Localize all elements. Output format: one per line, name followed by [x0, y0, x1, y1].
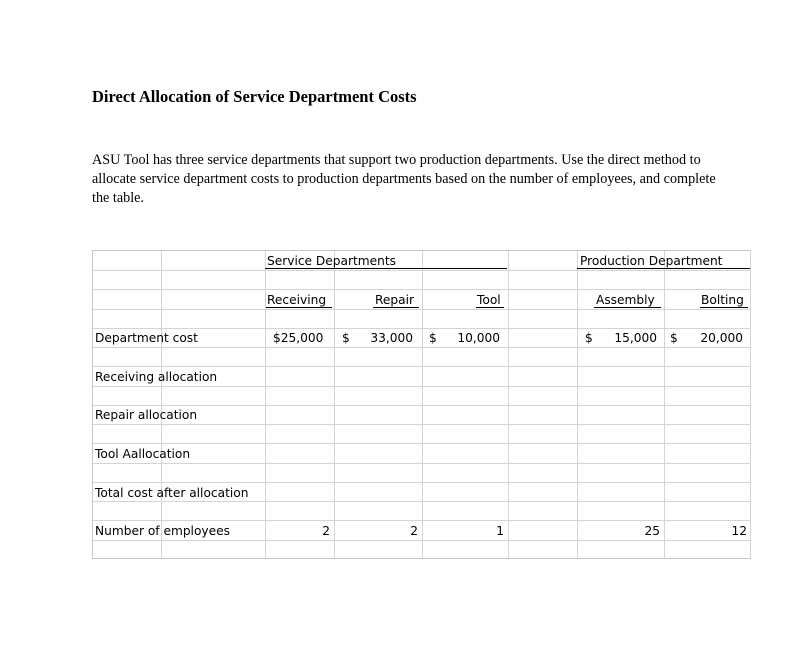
col-header-receiving: Receiving: [267, 293, 327, 307]
receiving-header-underline: [266, 307, 332, 308]
production-department-header: Production Department: [580, 254, 723, 268]
bolting-header-underline: [700, 307, 748, 308]
currency-sign: $: [429, 331, 437, 345]
row-label-repair-allocation: Repair allocation: [95, 408, 198, 422]
currency-sign: $: [342, 331, 350, 345]
row-label-receiving-allocation: Receiving allocation: [95, 370, 218, 384]
tool-header-underline: [476, 307, 504, 308]
col-header-assembly: Assembly: [596, 293, 655, 307]
col-header-bolting: Bolting: [701, 293, 744, 307]
employees-tool: 1: [496, 524, 504, 538]
employees-assembly: 25: [644, 524, 660, 538]
currency-sign: $: [585, 331, 593, 345]
employees-receiving: 2: [322, 524, 330, 538]
page-title: Direct Allocation of Service Department Costs: [92, 87, 417, 106]
cost-bolting: 20,000: [700, 331, 743, 345]
cost-tool: 10,000: [457, 331, 500, 345]
production-header-underline: [577, 268, 750, 269]
cost-receiving: $25,000: [273, 331, 324, 345]
row-label-total-cost: Total cost after allocation: [95, 486, 249, 500]
col-header-repair: Repair: [375, 293, 415, 307]
row-label-department-cost: Department cost: [95, 331, 198, 345]
employees-bolting: 12: [731, 524, 747, 538]
problem-description: ASU Tool has three service departments that support two production departments. Use the direct method to allocate service department costs to production departments based on the number of employees, and complete the table.: [92, 152, 716, 206]
currency-sign: $: [670, 331, 678, 345]
col-header-tool: Tool: [477, 293, 501, 307]
row-label-tool-allocation: Tool Aallocation: [95, 447, 191, 461]
service-departments-header: Service Departments: [267, 254, 397, 268]
repair-header-underline: [373, 307, 419, 308]
employees-repair: 2: [410, 524, 418, 538]
cost-repair: 33,000: [370, 331, 413, 345]
assembly-header-underline: [594, 307, 661, 308]
service-header-underline: [265, 268, 507, 269]
cost-assembly: 15,000: [614, 331, 657, 345]
row-label-employees: Number of employees: [95, 524, 230, 538]
